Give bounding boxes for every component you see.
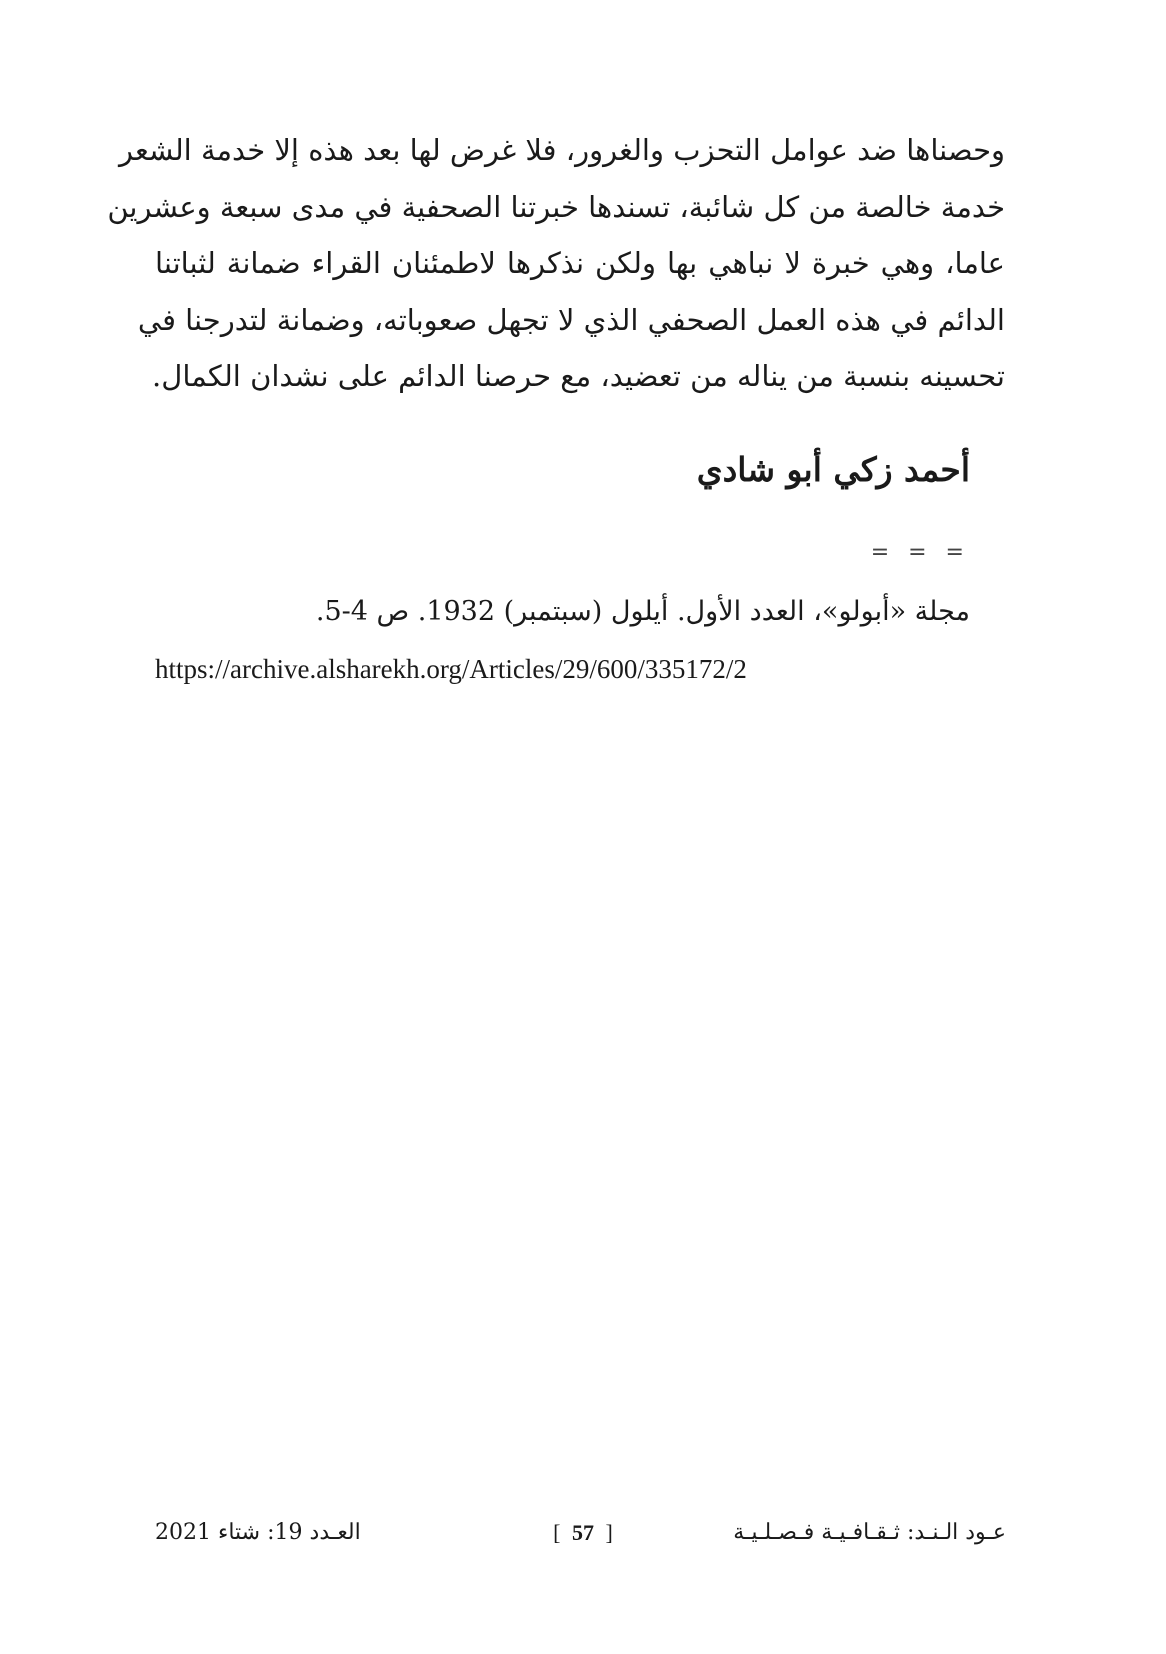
body-line: خدمة خالصة من كل شائبة، تسندها خبرتنا الصحفية في مدى سبعة وعشرين: [107, 189, 1005, 224]
section-separator: = = =: [870, 540, 970, 565]
source-url[interactable]: https://archive.alsharekh.org/Articles/29/600/335172/2: [155, 654, 747, 684]
author-signature: أحمد زكي أبو شادي: [696, 450, 970, 489]
body-paragraph: [107, 122, 1005, 405]
page-bracket-close: ]: [605, 1520, 613, 1545]
page-number: 57: [572, 1520, 594, 1545]
source-citation: مجلة «أبولو»، العدد الأول. أيلول (سبتمبر) 1932. ص 4-5.: [315, 596, 970, 627]
body-line: تحسينه بنسبة من يناله من تعضيد، مع حرصنا الدائم على نشدان الكمال.: [152, 359, 1005, 393]
page-bracket-open: [: [553, 1520, 561, 1545]
body-line: وحصناها ضد عوامل التحزب والغرور، فلا غرض لها بعد هذه إلا خدمة الشعر: [118, 133, 1005, 167]
body-line: الدائم في هذه العمل الصحفي الذي لا تجهل صعوباته، وضمانة لتدرجنا في: [137, 302, 1005, 337]
footer-magazine-title: عـود الـنـد: ثـقـافـيـة فـصـلـيـة: [733, 1520, 1006, 1545]
body-line: عاما، وهي خبرة لا نباهي بها ولكن نذكرها لاطمئنان القراء ضمانة لثباتنا: [155, 246, 1005, 280]
footer-issue: العـدد 19: شتاء 2021: [155, 1520, 361, 1545]
